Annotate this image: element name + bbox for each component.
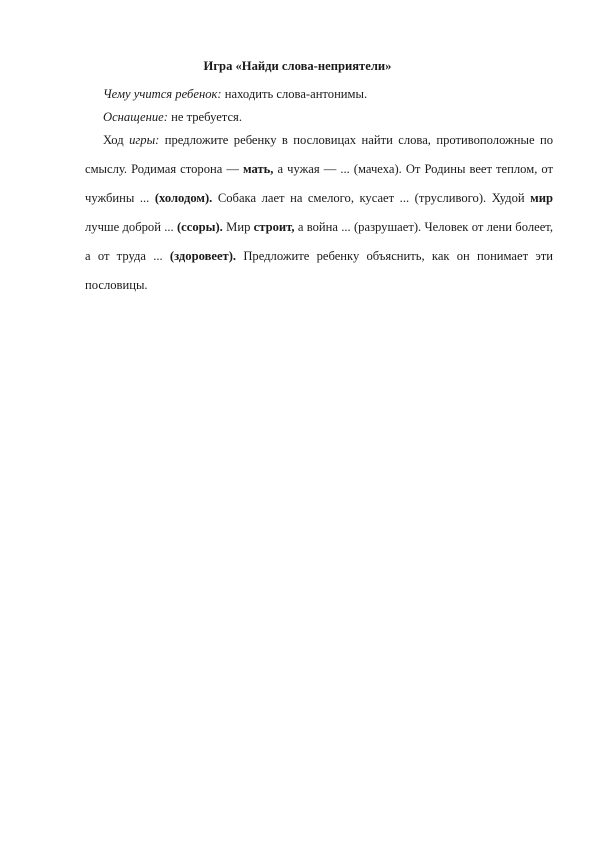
procedure-text: Предложите ребенку объяснить, как он понимает эти пословицы. [85, 249, 553, 292]
antonym-highlight: (ссоры). [176, 220, 223, 234]
antonym-highlight: мать, [243, 162, 274, 176]
procedure-text: Собака лает на смелого, кусает ... (трусливого). Худой [212, 191, 531, 205]
procedure-text: Мир [222, 220, 254, 234]
antonym-highlight: строит, [253, 220, 295, 234]
procedure-label-word: Ход [103, 133, 124, 147]
antonym-highlight: (здоровеет). [169, 249, 237, 263]
equipment-label: Оснащение: [103, 110, 168, 124]
procedure-text: лучше доброй ... [85, 220, 177, 234]
antonym-highlight: (холодом). [154, 191, 213, 205]
antonym-highlight: мир [530, 191, 553, 205]
procedure-text: а чужая — ... (мачеха). От Родины веет теплом, от чужбины ... [85, 162, 554, 205]
goal-label: Чему учится ребенок: [103, 87, 222, 101]
goal-text: находить слова-антонимы. [221, 87, 368, 101]
procedure-text: а война ... (разрушает). Человек от лени болеет, а от труда ... [85, 220, 553, 263]
procedure-label-italic: игры: [129, 133, 160, 147]
procedure-paragraph [85, 126, 553, 300]
page-title: Игра «Найди слова-неприятели» [203, 59, 392, 73]
procedure-text: предложите ребенку в пословицах найти слова, противоположные по смыслу. Родимая сторона — [85, 133, 553, 176]
equipment-text: не требуется. [167, 110, 242, 124]
